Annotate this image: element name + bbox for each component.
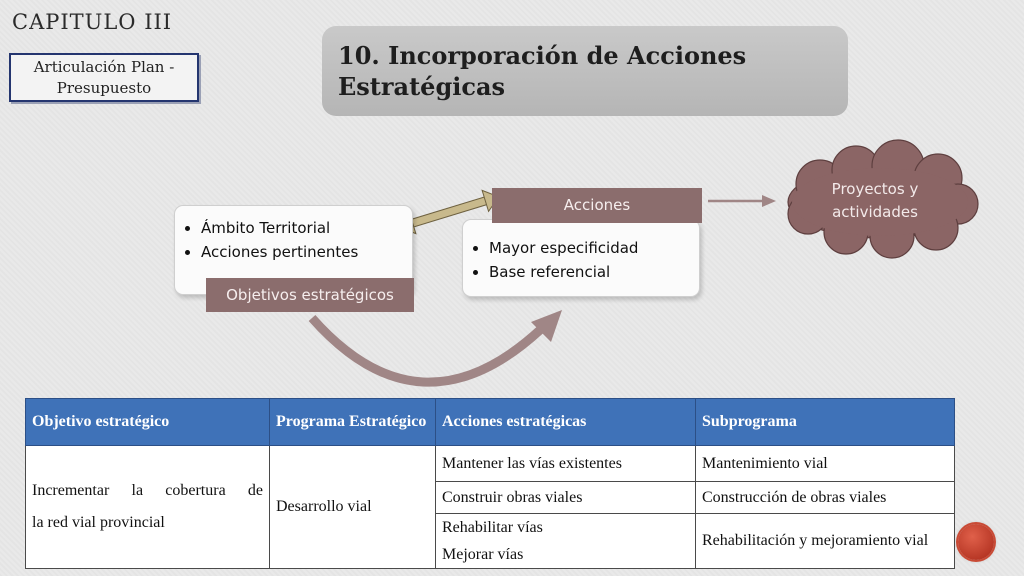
list-item: • Mayor especificidad <box>489 236 699 260</box>
actions-card <box>462 219 700 297</box>
list-item: • Ámbito Territorial <box>201 216 412 240</box>
action-cell: Mantener las vías existentes <box>436 446 696 482</box>
chapter-title: CAPITULO III <box>12 10 173 34</box>
action-cell: Construir obras viales <box>436 482 696 514</box>
subprogram-cell: Mantenimiento vial <box>696 446 955 482</box>
action-line-2: Mejorar vías <box>442 546 524 563</box>
objectives-label: Objetivos estratégicos <box>206 278 414 312</box>
column-header: Acciones estratégicas <box>436 399 696 446</box>
subtitle-line-1: Articulación Plan - <box>33 58 175 76</box>
program-cell: Desarrollo vial <box>270 446 436 569</box>
subprogram-cell: Rehabilitación y mejoramiento vial <box>696 514 955 569</box>
objective-line-2: la red vial provincial <box>32 514 165 531</box>
action-line-1: Rehabilitar vías <box>442 519 543 536</box>
objectives-bullet-list <box>175 206 412 264</box>
title-line-2: Estratégicas <box>338 72 506 101</box>
list-item: • Base referencial <box>489 260 699 284</box>
title-line-1: 10. Incorporación de Acciones <box>338 41 747 70</box>
column-header: Subprograma <box>696 399 955 446</box>
column-header: Objetivo estratégico <box>26 399 270 446</box>
curved-arrow <box>312 318 540 382</box>
action-cell <box>436 514 696 569</box>
list-item: • Acciones pertinentes <box>201 240 412 264</box>
objective-cell <box>26 446 270 569</box>
cloud-line-2: actividades <box>832 203 918 221</box>
actions-bullet-list <box>463 220 699 284</box>
right-arrow-head <box>762 195 776 207</box>
actions-table <box>25 398 955 569</box>
subtitle-line-2: Presupuesto <box>56 79 152 97</box>
subprogram-cell: Construcción de obras viales <box>696 482 955 514</box>
page-number-button[interactable] <box>958 524 994 560</box>
cloud-line-1: Proyectos y <box>831 180 919 198</box>
actions-label: Acciones <box>492 188 702 223</box>
table-header-row <box>26 399 955 446</box>
table-row <box>26 446 955 482</box>
objective-line-1: Incrementar la cobertura de <box>32 482 263 499</box>
projects-cloud-text <box>800 178 950 224</box>
column-header: Programa Estratégico <box>270 399 436 446</box>
